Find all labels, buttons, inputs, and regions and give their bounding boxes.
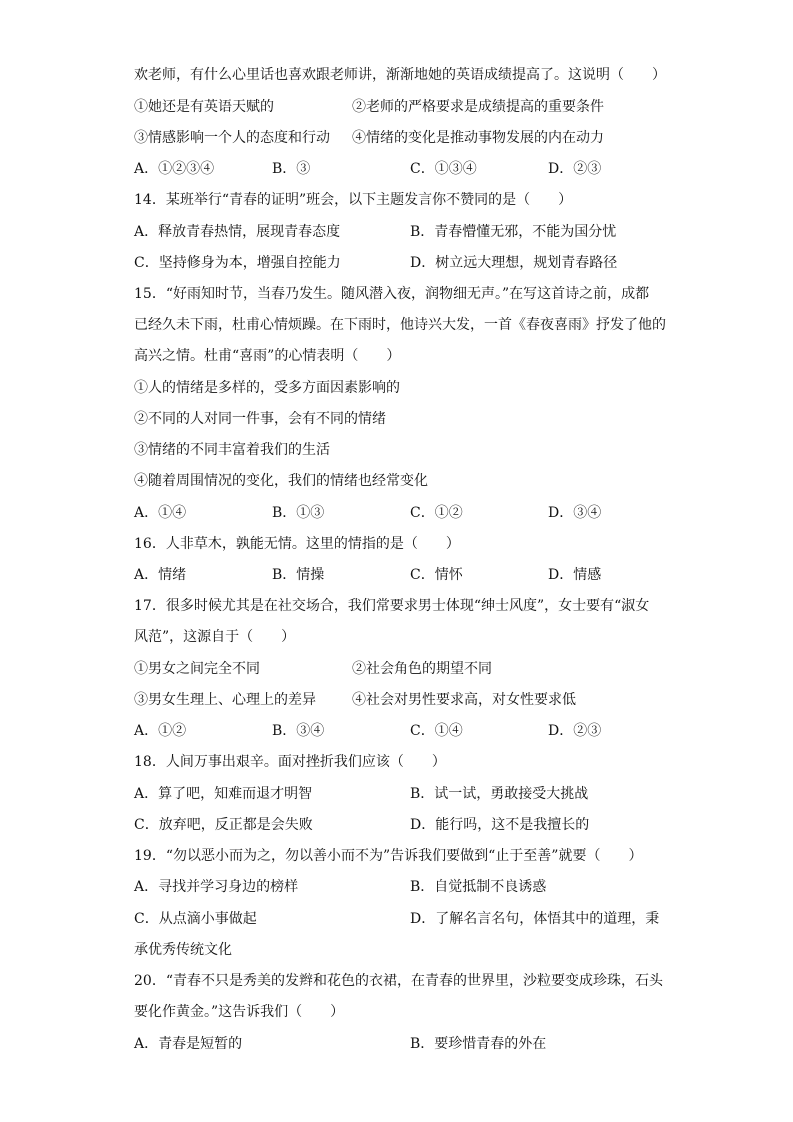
q20-option-a: A．青春是短暂的 [134, 1036, 243, 1052]
q14-option-c: C．坚持修身为本，增强自控能力 [134, 255, 341, 271]
q15-statement-3: ③情绪的不同丰富着我们的生活 [134, 442, 330, 458]
q17-option-a: A．①② [134, 723, 187, 739]
q19-stem: 19．“勿以恶小而为之，勿以善小而不为”告诉我们要做到“止于至善”就要（ ） [134, 848, 643, 864]
q16-option-b: B．情操 [272, 567, 325, 583]
q15-option-c: C．①② [410, 505, 463, 521]
q16-stem: 16．人非草木，孰能无情。这里的情指的是（ ） [134, 536, 460, 552]
q19-option-b: B．自觉抵制不良诱惑 [410, 879, 547, 895]
q15-option-d: D．③④ [548, 505, 602, 521]
q19-option-d: D．了解名言名句，体悟其中的道理，秉 [410, 911, 660, 927]
q13-statement-1: ①她还是有英语天赋的 [134, 99, 274, 115]
q13-option-d: D．②③ [548, 161, 602, 177]
q15-statement-1: ①人的情绪是多样的，受多方面因素影响的 [134, 380, 400, 396]
q18-option-c: C．放弃吧，反正都是会失败 [134, 817, 313, 833]
q15-stem-line-3: 高兴之情。杜甫“喜雨”的心情表明（ ） [134, 348, 401, 364]
q20-stem-line-2: 要化作黄金。”这告诉我们（ ） [134, 1004, 345, 1020]
q13-statement-3: ③情感影响一个人的态度和行动 [134, 130, 330, 146]
q17-option-b: B．③④ [272, 723, 325, 739]
q13-option-b: B．③ [272, 161, 311, 177]
q15-statement-2: ②不同的人对同一件事，会有不同的情绪 [134, 411, 386, 427]
q18-stem: 18．人间万事出艰辛。面对挫折我们应该（ ） [134, 754, 446, 770]
q14-option-d: D．树立远大理想，规划青春路径 [410, 255, 618, 271]
q15-option-a: A．①④ [134, 505, 187, 521]
q19-option-d-continued: 承优秀传统文化 [134, 942, 232, 958]
q13-option-c: C．①③④ [410, 161, 477, 177]
q14-option-b: B．青春懵懂无邪，不能为国分忧 [410, 224, 617, 240]
q17-stem-line-1: 17．很多时候尤其是在社交场合，我们常要求男士体现“绅士风度”，女士要有“淑女 [134, 598, 650, 614]
q15-option-b: B．①③ [272, 505, 325, 521]
q18-option-d: D．能行吗，这不是我擅长的 [410, 817, 590, 833]
q13-option-a: A．①②③④ [134, 161, 215, 177]
q17-statement-2: ②社会角色的期望不同 [352, 661, 492, 677]
q19-option-c: C．从点滴小事做起 [134, 911, 257, 927]
q18-option-a: A．算了吧，知难而退才明智 [134, 786, 313, 802]
q16-option-a: A．情绪 [134, 567, 187, 583]
q13-statement-4: ④情绪的变化是推动事物发展的内在动力 [352, 130, 604, 146]
q17-statement-3: ③男女生理上、心理上的差异 [134, 692, 316, 708]
q14-stem: 14．某班举行“青春的证明”班会，以下主题发言你不赞同的是（ ） [134, 192, 573, 208]
q17-statement-1: ①男女之间完全不同 [134, 661, 260, 677]
q17-stem-line-2: 风范”，这源自于（ ） [134, 629, 296, 645]
q14-option-a: A．释放青春热情，展现青春态度 [134, 224, 341, 240]
q16-option-d: D．情感 [548, 567, 602, 583]
q15-statement-4: ④随着周围情况的变化，我们的情绪也经常变化 [134, 473, 428, 489]
q19-option-a: A．寻找并学习身边的榜样 [134, 879, 299, 895]
q20-stem-line-1: 20．“青春不只是秀美的发辫和花色的衣裙，在青春的世界里，沙粒要变成珍珠，石头 [134, 973, 663, 989]
q18-option-b: B．试一试，勇敢接受大挑战 [410, 786, 589, 802]
q15-stem-line-2: 已经久未下雨，杜甫心情烦躁。在下雨时，他诗兴大发，一首《春夜喜雨》抒发了他的 [134, 317, 666, 333]
q17-statement-4: ④社会对男性要求高，对女性要求低 [352, 692, 576, 708]
q16-option-c: C．情怀 [410, 567, 463, 583]
q13-statement-2: ②老师的严格要求是成绩提高的重要条件 [352, 99, 604, 115]
q17-option-d: D．②③ [548, 723, 602, 739]
q17-option-c: C．①④ [410, 723, 463, 739]
q13-stem: 欢老师，有什么心里话也喜欢跟老师讲，渐渐地她的英语成绩提高了。这说明（ ） [134, 67, 666, 83]
q20-option-b: B．要珍惜青春的外在 [410, 1036, 547, 1052]
q15-stem-line-1: 15．“好雨知时节，当春乃发生。随风潜入夜，润物细无声。”在写这首诗之前，成都 [134, 286, 650, 302]
